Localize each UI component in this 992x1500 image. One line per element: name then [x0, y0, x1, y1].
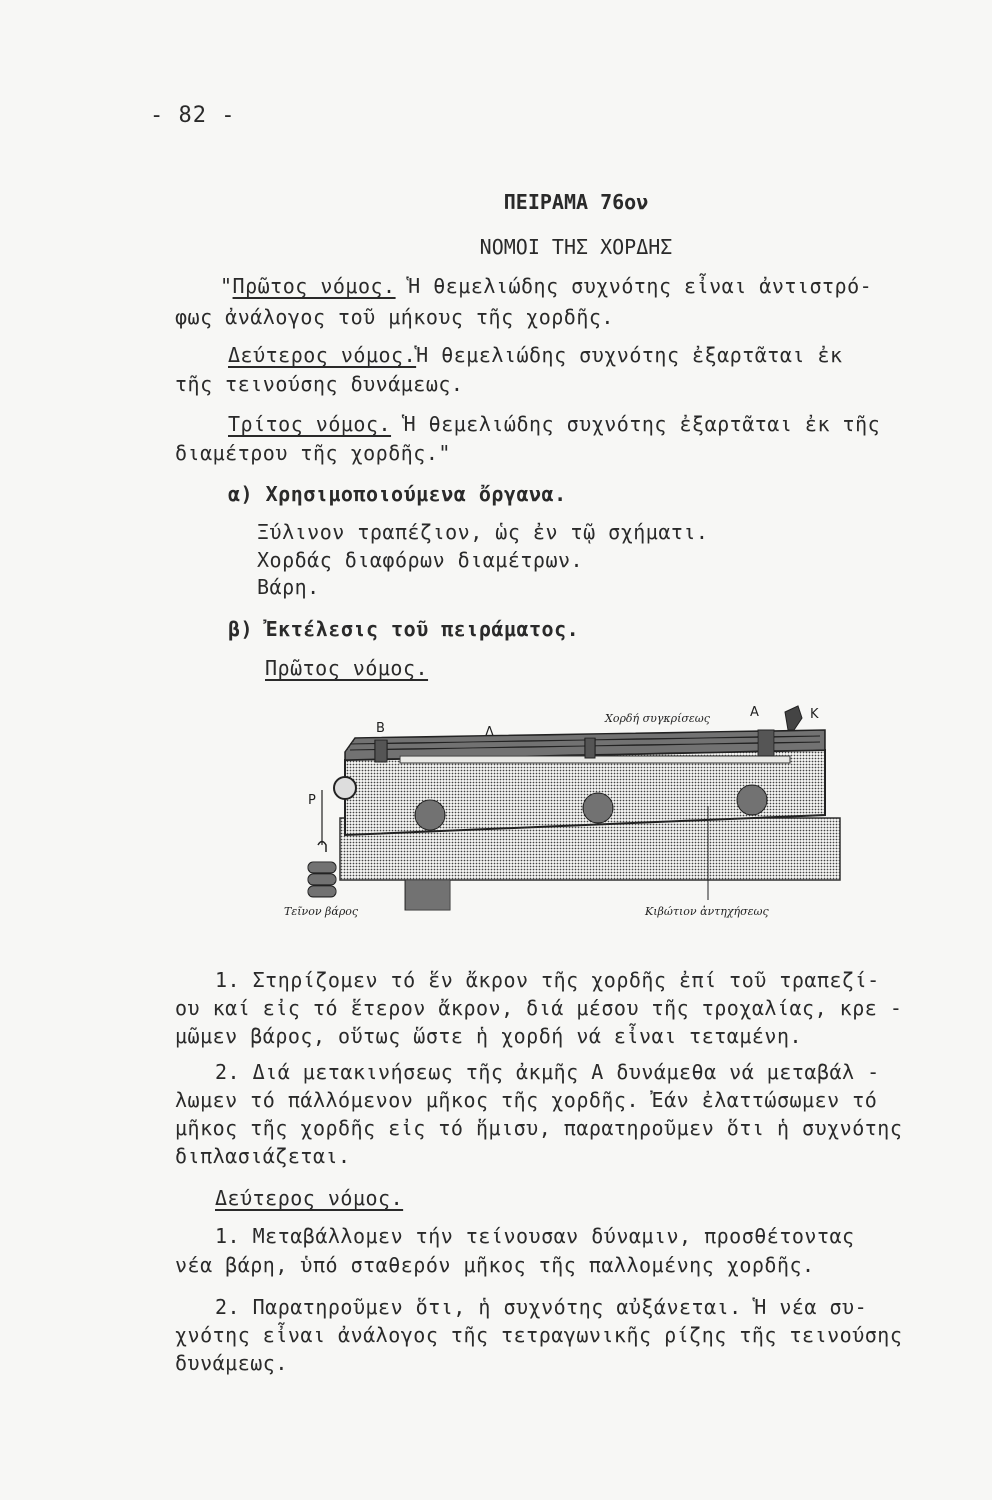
step2-line1: 2. Διά μετακινήσεως τῆς ἀκμῆς Α δυνάμεθα νά μεταβάλ - — [215, 1060, 880, 1084]
label-b: Β — [376, 721, 385, 736]
table-leg — [405, 880, 450, 910]
step1-line3: μῶμεν βάρος, οὕτως ὥστε ἡ χορδή νά εἶναι τεταμένη. — [175, 1024, 803, 1048]
label-tension-weight: Τεῖνον βάρος — [284, 905, 359, 918]
second-law-section-label: Δεύτερος νόμος. — [215, 1186, 404, 1210]
procedure-heading: β) Ἐκτέλεσις τοῦ πειράματος. — [228, 617, 580, 641]
materials-item: Ξύλινον τραπέζιον, ὡς ἐν τῷ σχήματι. — [257, 520, 709, 544]
sound-hole — [583, 793, 613, 823]
second-law-label: Δεύτερος νόμος. — [228, 343, 417, 367]
second-law-step1-line1: 1. Μεταβάλλομεν τήν τείνουσαν δύναμιν, προσθέτοντας — [215, 1224, 855, 1248]
second-law-text1: Ἡ θεμελιώδης συχνότης ἐξαρτᾶται ἐκ — [416, 343, 843, 367]
third-law-label: Τρίτος νόμος. — [228, 412, 392, 436]
page-number: - 82 - — [150, 103, 236, 128]
bridge-b — [375, 740, 387, 762]
first-law-text1: Ἡ θεμελιώδης συχνότης εἶναι ἀντιστρό- — [395, 274, 873, 298]
label-p: Ρ — [308, 793, 316, 808]
step2-line4: διπλασιάζεται. — [175, 1144, 351, 1168]
third-law-line1 — [228, 412, 880, 436]
second-law-line2: τῆς τεινούσης δυνάμεως. — [175, 372, 464, 396]
label-reference-string: Χορδή συγκρίσεως — [605, 712, 710, 725]
bridge-a — [758, 730, 774, 756]
label-delta: Δ — [485, 725, 494, 740]
second-law-step2-line1: 2. Παρατηροῦμεν ὅτι, ἡ συχνότης αὐξάνεται. Ἡ νέα συ- — [215, 1295, 868, 1319]
label-a: Α — [750, 705, 759, 720]
experiment-subtitle: ΝΟΜΟΙ ΤΗΣ ΧΟΡΔΗΣ — [479, 235, 673, 259]
sound-hole — [737, 785, 767, 815]
materials-item: Βάρη. — [257, 575, 320, 599]
third-law-line2: διαμέτρου τῆς χορδῆς." — [175, 441, 451, 465]
label-k: Κ — [810, 707, 819, 722]
pulley — [334, 777, 356, 799]
procedure-first-law-label: Πρῶτος νόμος. — [265, 656, 429, 680]
first-law-line1 — [220, 274, 872, 298]
label-resonance-box: Κιβώτιον ἀντηχήσεως — [645, 905, 769, 918]
weight-disc — [308, 874, 336, 885]
step2-line2: λωμεν τό πάλλόμενον μῆκος τῆς χορδῆς. Ἐάν ἐλαττώσωμεν τό — [175, 1088, 878, 1112]
sound-hole — [415, 800, 445, 830]
materials-heading: α) Χρησιμοποιούμενα ὄργανα. — [228, 482, 567, 506]
second-law-line1 — [228, 343, 843, 367]
second-law-step2-line2: χνότης εἶναι ἀνάλογος τῆς τετραγωνικῆς ρίζης τῆς τεινούσης — [175, 1323, 903, 1347]
tuning-key — [785, 706, 802, 730]
step2-line3: μῆκος τῆς χορδῆς εἰς τό ἥμισυ, παρατηροῦμεν ὅτι ἡ συχνότης — [175, 1116, 903, 1140]
sonometer-figure — [280, 700, 850, 930]
quote-mark: " — [220, 274, 233, 298]
second-law-step2-line3: δυνάμεως. — [175, 1351, 288, 1375]
third-law-text1: Ἡ θεμελιώδης συχνότης ἐξαρτᾶται ἐκ τῆς — [391, 412, 881, 436]
second-law-step1-line2: νέα βάρη, ὑπό σταθερόν μῆκος τῆς παλλομένης χορδῆς. — [175, 1253, 815, 1277]
experiment-title: ΠΕΙΡΑΜΑ 76ον — [503, 190, 649, 214]
step1-line1: 1. Στηρίζομεν τό ἕν ἄκρον τῆς χορδῆς ἐπί τοῦ τραπεζί- — [215, 968, 880, 992]
weight-disc — [308, 862, 336, 873]
step1-line2: ου καί εἰς τό ἕτερον ἄκρον, διά μέσου τῆς τροχαλίας, κρε - — [175, 996, 903, 1020]
bridge-delta — [585, 738, 595, 758]
materials-item: Χορδάς διαφόρων διαμέτρων. — [257, 548, 584, 572]
weight-disc — [308, 886, 336, 897]
first-law-label: Πρῶτος νόμος. — [232, 274, 396, 298]
first-law-line2: φως ἀνάλογος τοῦ μήκους τῆς χορδῆς. — [175, 305, 614, 329]
